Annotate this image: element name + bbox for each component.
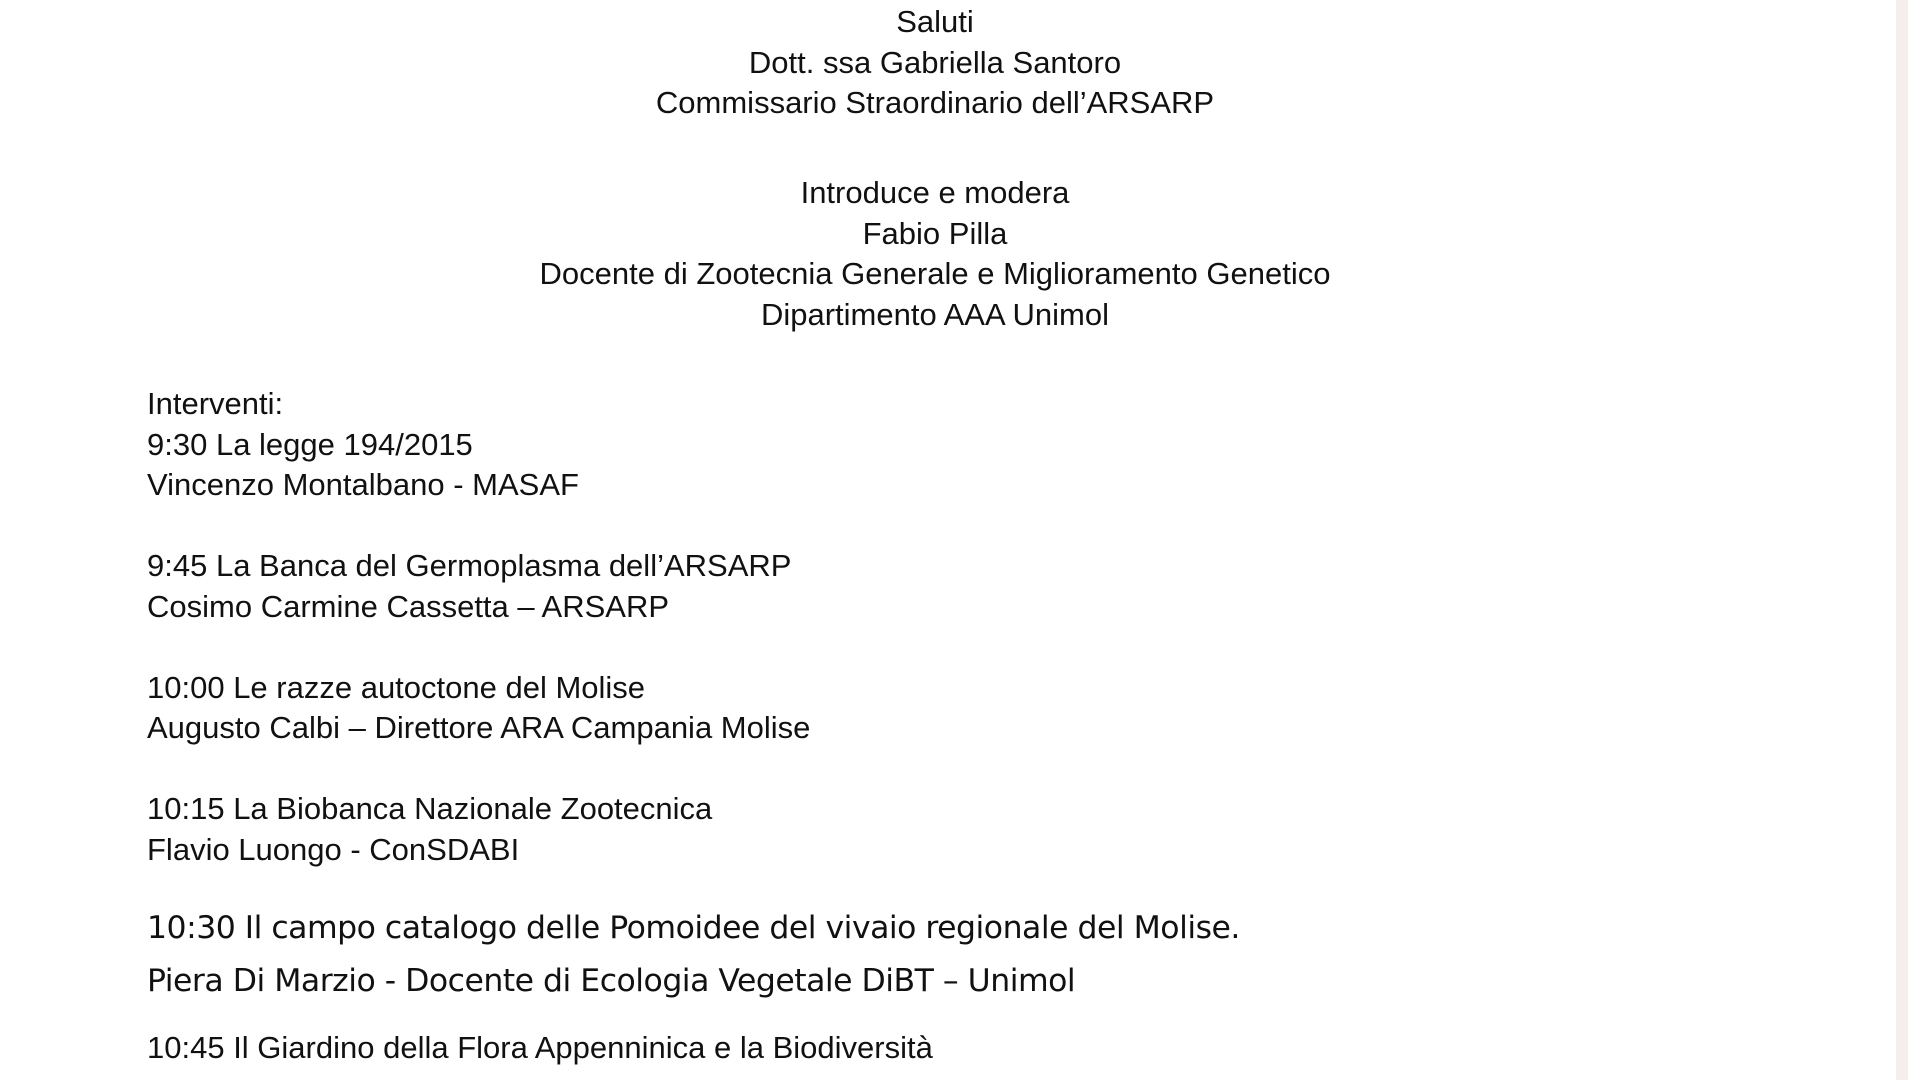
moderator-department: Dipartimento AAA Unimol <box>760 296 1110 332</box>
talk-item <box>147 546 1747 627</box>
talk-title: 9:30 La legge 194/2015 <box>147 426 473 462</box>
talk-title: 10:30 Il campo catalogo delle Pomoidee del vivaio regionale del Molise. <box>147 910 1240 946</box>
talk-speaker: Piera Di Marzio - Docente di Ecologia Vegetale DiBT – Unimol <box>147 963 1076 999</box>
talk-item <box>147 668 1747 749</box>
talk-item <box>147 789 1747 870</box>
introduce-section <box>0 173 1870 335</box>
saluti-name: Dott. ssa Gabriella Santoro <box>748 44 1122 80</box>
talk-speaker: Augusto Calbi – Direttore ARA Campania Molise <box>147 710 811 745</box>
page-edge <box>1896 0 1908 1080</box>
interventi-heading: Interventi: <box>147 386 284 421</box>
talk-speaker: Cosimo Carmine Cassetta – ARSARP <box>147 588 670 624</box>
talk-speaker: Vincenzo Montalbano - MASAF <box>147 467 579 502</box>
talk-title: 10:00 Le razze autoctone del Molise <box>147 669 646 705</box>
talk-title: 10:15 La Biobanca Nazionale Zootecnica <box>147 791 713 826</box>
moderator-name: Fabio Pilla <box>862 215 1008 251</box>
talk-title: 10:45 Il Giardino della Flora Appenninica e la Biodiversità <box>147 1030 933 1065</box>
talk-item <box>147 902 1747 1008</box>
moderator-role: Docente di Zootecnia Generale e Miglioramento Genetico <box>539 256 1331 291</box>
saluti-heading: Saluti <box>896 4 974 39</box>
talk-item <box>147 1028 1747 1069</box>
interventi-section <box>147 384 1747 1069</box>
introduce-heading: Introduce e modera <box>800 175 1070 210</box>
talk-item <box>147 425 1747 506</box>
saluti-section <box>0 2 1870 124</box>
saluti-role: Commissario Straordinario dell’ARSARP <box>655 85 1215 120</box>
talk-title: 9:45 La Banca del Germoplasma dell’ARSARP <box>147 548 792 583</box>
talk-speaker: Flavio Luongo - ConSDABI <box>147 831 520 867</box>
